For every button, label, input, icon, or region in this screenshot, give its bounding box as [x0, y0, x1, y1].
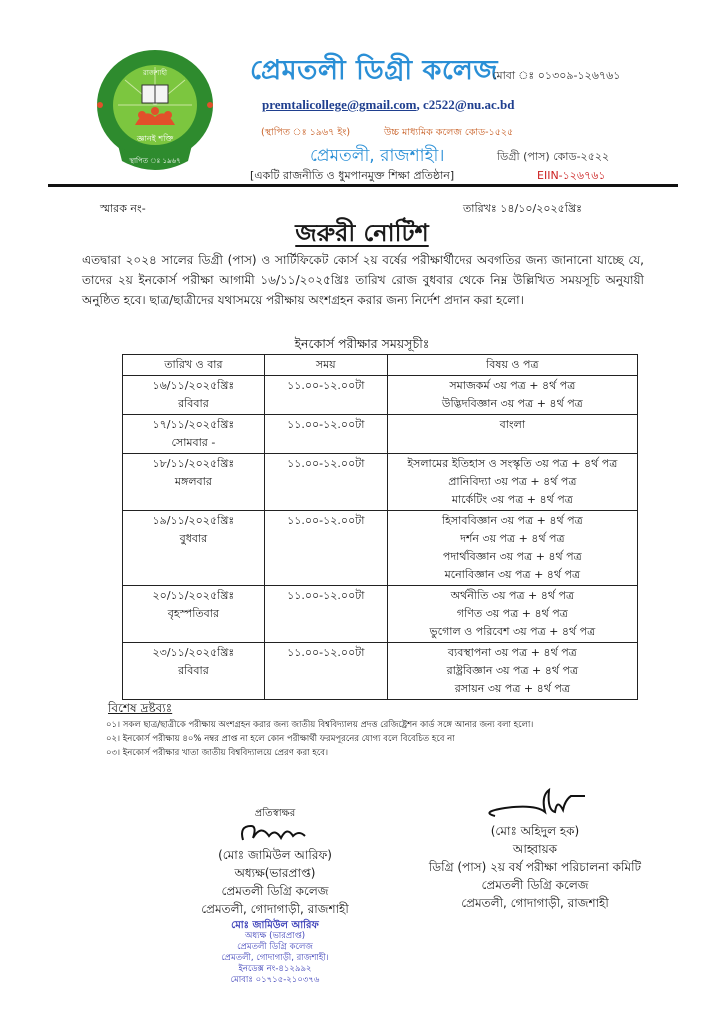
subject-item: ইসলামের ইতিহাস ও সংস্কৃতি ৩য় পত্র + ৪র্থ পত্র: [407, 457, 618, 470]
table-row: [123, 376, 638, 415]
college-emails: [262, 97, 515, 113]
note-item: ০২। ইনকোর্স পরীক্ষায় ৪০% নম্বর প্রাপ্ত না হলে কোন পরীক্ষার্থী ফরমপূরনের যোগ্য বলে বিবেচিত হবে না: [106, 734, 455, 744]
header-subject-paper: বিষয় ও পত্র: [387, 355, 637, 376]
subject-item: পদার্থবিজ্ঞান ৩য় পত্র + ৪র্থ পত্র: [442, 550, 582, 563]
convener-designation: আহ্বায়ক: [512, 842, 558, 856]
degree-college-code: ডিগ্রী (পাস) কোড-২৫২২: [497, 150, 610, 163]
stamp-address: প্রেমতলী, গোদাগাড়ী, রাজশাহী।: [221, 953, 329, 963]
header-divider: [48, 184, 678, 187]
stamp-index: ইনডেক্স নং-৪১২৯৯২: [238, 964, 312, 974]
established-year: (স্থাপিত ঃ ১৯৬৭ ইং): [261, 127, 351, 138]
subject-cell: [387, 586, 637, 643]
principal-address: প্রেমতলী, গোদাগাড়ী, রাজশাহী: [201, 902, 349, 916]
subject-item: বাংলা: [499, 418, 526, 431]
stamp-mobile: মোবাঃ ০১৭১৫-২১০৩৭৬: [230, 975, 320, 985]
header-time: সময়: [264, 355, 387, 376]
svg-text:জ্ঞানই শক্তি: জ্ঞানই শক্তি: [136, 134, 174, 143]
note-item: ০১। সকল ছাত্র/ছাত্রীকে পরীক্ষায় অংশগ্রহন করার জন্য জাতীয় বিশ্ববিদ্যালয় প্রদত্ত রেজিষ্ট্রেশন কার্ড সঙ্গে আনার জন্য বলা হলো।: [106, 720, 534, 730]
principal-signature-icon: [150, 820, 400, 846]
table-row: [123, 415, 638, 454]
email-link-gmail[interactable]: premtalicollege@gmail.com: [262, 97, 417, 112]
exam-date: ১৯/১১/২০২৫খ্রিঃ: [152, 514, 235, 527]
stamp-designation: অধ্যক্ষ (ভারপ্রাপ্ত): [244, 931, 306, 941]
notice-body: এতদ্বারা ২০২৪ সালের ডিগ্রী (পাস) ও সার্টিফিকেট কোর্স ২য় বর্ষের পরীক্ষার্থীদের অবগতির জন্য জানানো যাচ্ছে যে, তাদের ২য় ইনকোর্স পরীক্ষা আগামী ১৬/১১/২০২৫খ্রিঃ তারিখ রোজ বুধবার থেকে নিম্ন উল্লিখিত সময়সূচি অনুযায়ী অনুষ্ঠিত হবে। ছাত্র/ছাত্রীদের যথাসময়ে পরীক্ষায় অংশগ্রহন করার জন্য নির্দেশ প্রদান করা হলো।: [82, 253, 644, 307]
subject-item: গণিত ৩য় পত্র + ৪র্থ পত্র: [456, 607, 568, 620]
college-location: প্রেমতলী, রাজশাহী।: [310, 146, 445, 166]
convener-address: প্রেমতলী, গোদাগাড়ী, রাজশাহী: [461, 896, 609, 910]
exam-date: ১৭/১১/২০২৫খ্রিঃ: [152, 418, 235, 431]
exam-day: সোমবার -: [171, 436, 216, 449]
college-motto: [একটি রাজনীতি ও ধুমপানমুক্ত শিক্ষা প্রতিষ্ঠান]: [250, 169, 455, 182]
exam-schedule-table: [122, 354, 638, 700]
time-cell: ১১.০০-১২.০০টা: [264, 511, 387, 586]
subject-cell: [387, 643, 637, 700]
subject-item: প্রানিবিদ্যা ৩য় পত্র + ৪র্থ পত্র: [448, 475, 577, 488]
convener-signature-block: [390, 782, 680, 912]
table-row: [123, 454, 638, 511]
subject-item: দর্শন ৩য় পত্র + ৪র্থ পত্র: [460, 532, 565, 545]
subject-cell: [387, 415, 637, 454]
header-date-day: তারিখ ও বার: [123, 355, 265, 376]
stamp-name: মোঃ জামিউল আরিফ: [231, 920, 319, 931]
subject-item: অর্থনীতি ৩য় পত্র + ৪র্থ পত্র: [450, 589, 575, 602]
stamp-institution: প্রেমতলী ডিগ্রি কলেজ: [237, 942, 313, 952]
email-separator: ,: [416, 97, 423, 112]
date-cell: [123, 586, 265, 643]
exam-date: ১৬/১১/২০২৫খ্রিঃ: [152, 379, 235, 392]
table-row: [123, 586, 638, 643]
principal-name: (মোঃ জামিউল আরিফ): [218, 848, 332, 862]
exam-date: ২০/১১/২০২৫খ্রিঃ: [152, 589, 235, 602]
exam-day: বুধবার: [179, 532, 208, 545]
exam-day: মঙ্গলবার: [174, 475, 212, 488]
date-cell: [123, 376, 265, 415]
subject-item: হিসাববিজ্ঞান ৩য় পত্র + ৪র্থ পত্র: [441, 514, 583, 527]
principal-designation: অধ্যক্ষ(ভারপ্রাপ্ত): [234, 866, 316, 880]
notice-date: তারিখঃ ১৪/১০/২০২৫খ্রিঃ: [463, 202, 582, 215]
subject-item: ব্যবস্থাপনা ৩য় পত্র + ৪র্থ পত্র: [447, 646, 577, 659]
countersign-label: প্রতিস্বাক্ষর: [254, 808, 296, 819]
subject-cell: [387, 376, 637, 415]
subject-cell: [387, 454, 637, 511]
subject-item: উদ্ভিদবিজ্ঞান ৩য় পত্র + ৪র্থ পত্র: [441, 397, 583, 410]
subject-item: মার্কেটিং ৩য় পত্র + ৪র্থ পত্র: [451, 493, 573, 506]
convener-committee: ডিগ্রি (পাস) ২য় বর্ষ পরীক্ষা পরিচালনা কমিটি: [428, 860, 642, 874]
hsc-college-code: উচ্চ মাধ্যমিক কলেজ কোড-১৫২৫: [384, 127, 514, 138]
subject-item: সমাজকর্ম ৩য় পত্র + ৪র্থ পত্র: [449, 379, 576, 392]
time-cell: ১১.০০-১২.০০টা: [264, 454, 387, 511]
note-item: ০৩। ইনকোর্স পরীক্ষার খাতা জাতীয় বিশ্ববিদ্যালয়ে প্রেরণ করা হবে।: [106, 748, 329, 758]
subject-item: রাষ্ট্রবিজ্ঞান ৩য় পত্র + ৪র্থ পত্র: [446, 664, 579, 677]
college-logo: [90, 45, 220, 175]
special-notes-heading: বিশেষ দ্রষ্টব্যঃ: [108, 701, 173, 715]
date-cell: [123, 643, 265, 700]
exam-date: ১৮/১১/২০২৫খ্রিঃ: [152, 457, 235, 470]
subject-item: রসায়ন ৩য় পত্র + ৪র্থ পত্র: [454, 682, 570, 695]
subject-item: ভুগোল ও পরিবেশ ৩য় পত্র + ৪র্থ পত্র: [429, 625, 596, 638]
exam-day: রবিবার: [178, 397, 209, 410]
college-mobile: মোবা ঃ ০১৩০৯-১২৬৭৬১: [492, 69, 621, 82]
special-notes-list: [106, 718, 533, 760]
convener-name: (মোঃ অহিদুল হক): [490, 824, 580, 838]
exam-day: রবিবার: [178, 664, 209, 677]
principal-signature-block: [150, 808, 400, 986]
svg-text:রাজশাহী: রাজশাহী: [143, 69, 167, 77]
table-row: [123, 643, 638, 700]
date-cell: [123, 415, 265, 454]
date-cell: [123, 454, 265, 511]
time-cell: ১১.০০-১২.০০টা: [264, 376, 387, 415]
subject-cell: [387, 511, 637, 586]
college-emblem-icon: [90, 45, 220, 175]
table-header-row: [123, 355, 638, 376]
principal-institution: প্রেমতলী ডিগ্রি কলেজ: [221, 884, 329, 898]
principal-seal-stamp: [150, 920, 400, 986]
subject-item: মনোবিজ্ঞান ৩য় পত্র + ৪র্থ পত্র: [444, 568, 581, 581]
time-cell: ১১.০০-১২.০০টা: [264, 415, 387, 454]
notice-title-text: জরুরী নোটিশ: [295, 219, 429, 247]
college-name: প্রেমতলী ডিগ্রী কলেজ: [250, 55, 499, 86]
time-cell: ১১.০০-১২.০০টা: [264, 586, 387, 643]
svg-text:স্থাপিত ঃ ১৯৬৭: স্থাপিত ঃ ১৯৬৭: [129, 157, 181, 165]
exam-date: ২৩/১১/২০২৫খ্রিঃ: [152, 646, 235, 659]
time-cell: ১১.০০-১২.০০টা: [264, 643, 387, 700]
convener-signature-icon: [390, 782, 680, 822]
eiin-number: EIIN-১২৬৭৬১: [537, 169, 606, 182]
notice-title: [0, 215, 724, 255]
schedule-title: ইনকোর্স পরীক্ষার সময়সূচীঃ: [294, 336, 430, 351]
table-row: [123, 511, 638, 586]
date-cell: [123, 511, 265, 586]
memo-number: স্মারক নং-: [100, 202, 146, 215]
exam-day: বৃহস্পতিবার: [167, 607, 220, 620]
email-nu: c2522@nu.ac.bd: [422, 97, 515, 112]
convener-institution: প্রেমতলী ডিগ্রি কলেজ: [481, 878, 589, 892]
